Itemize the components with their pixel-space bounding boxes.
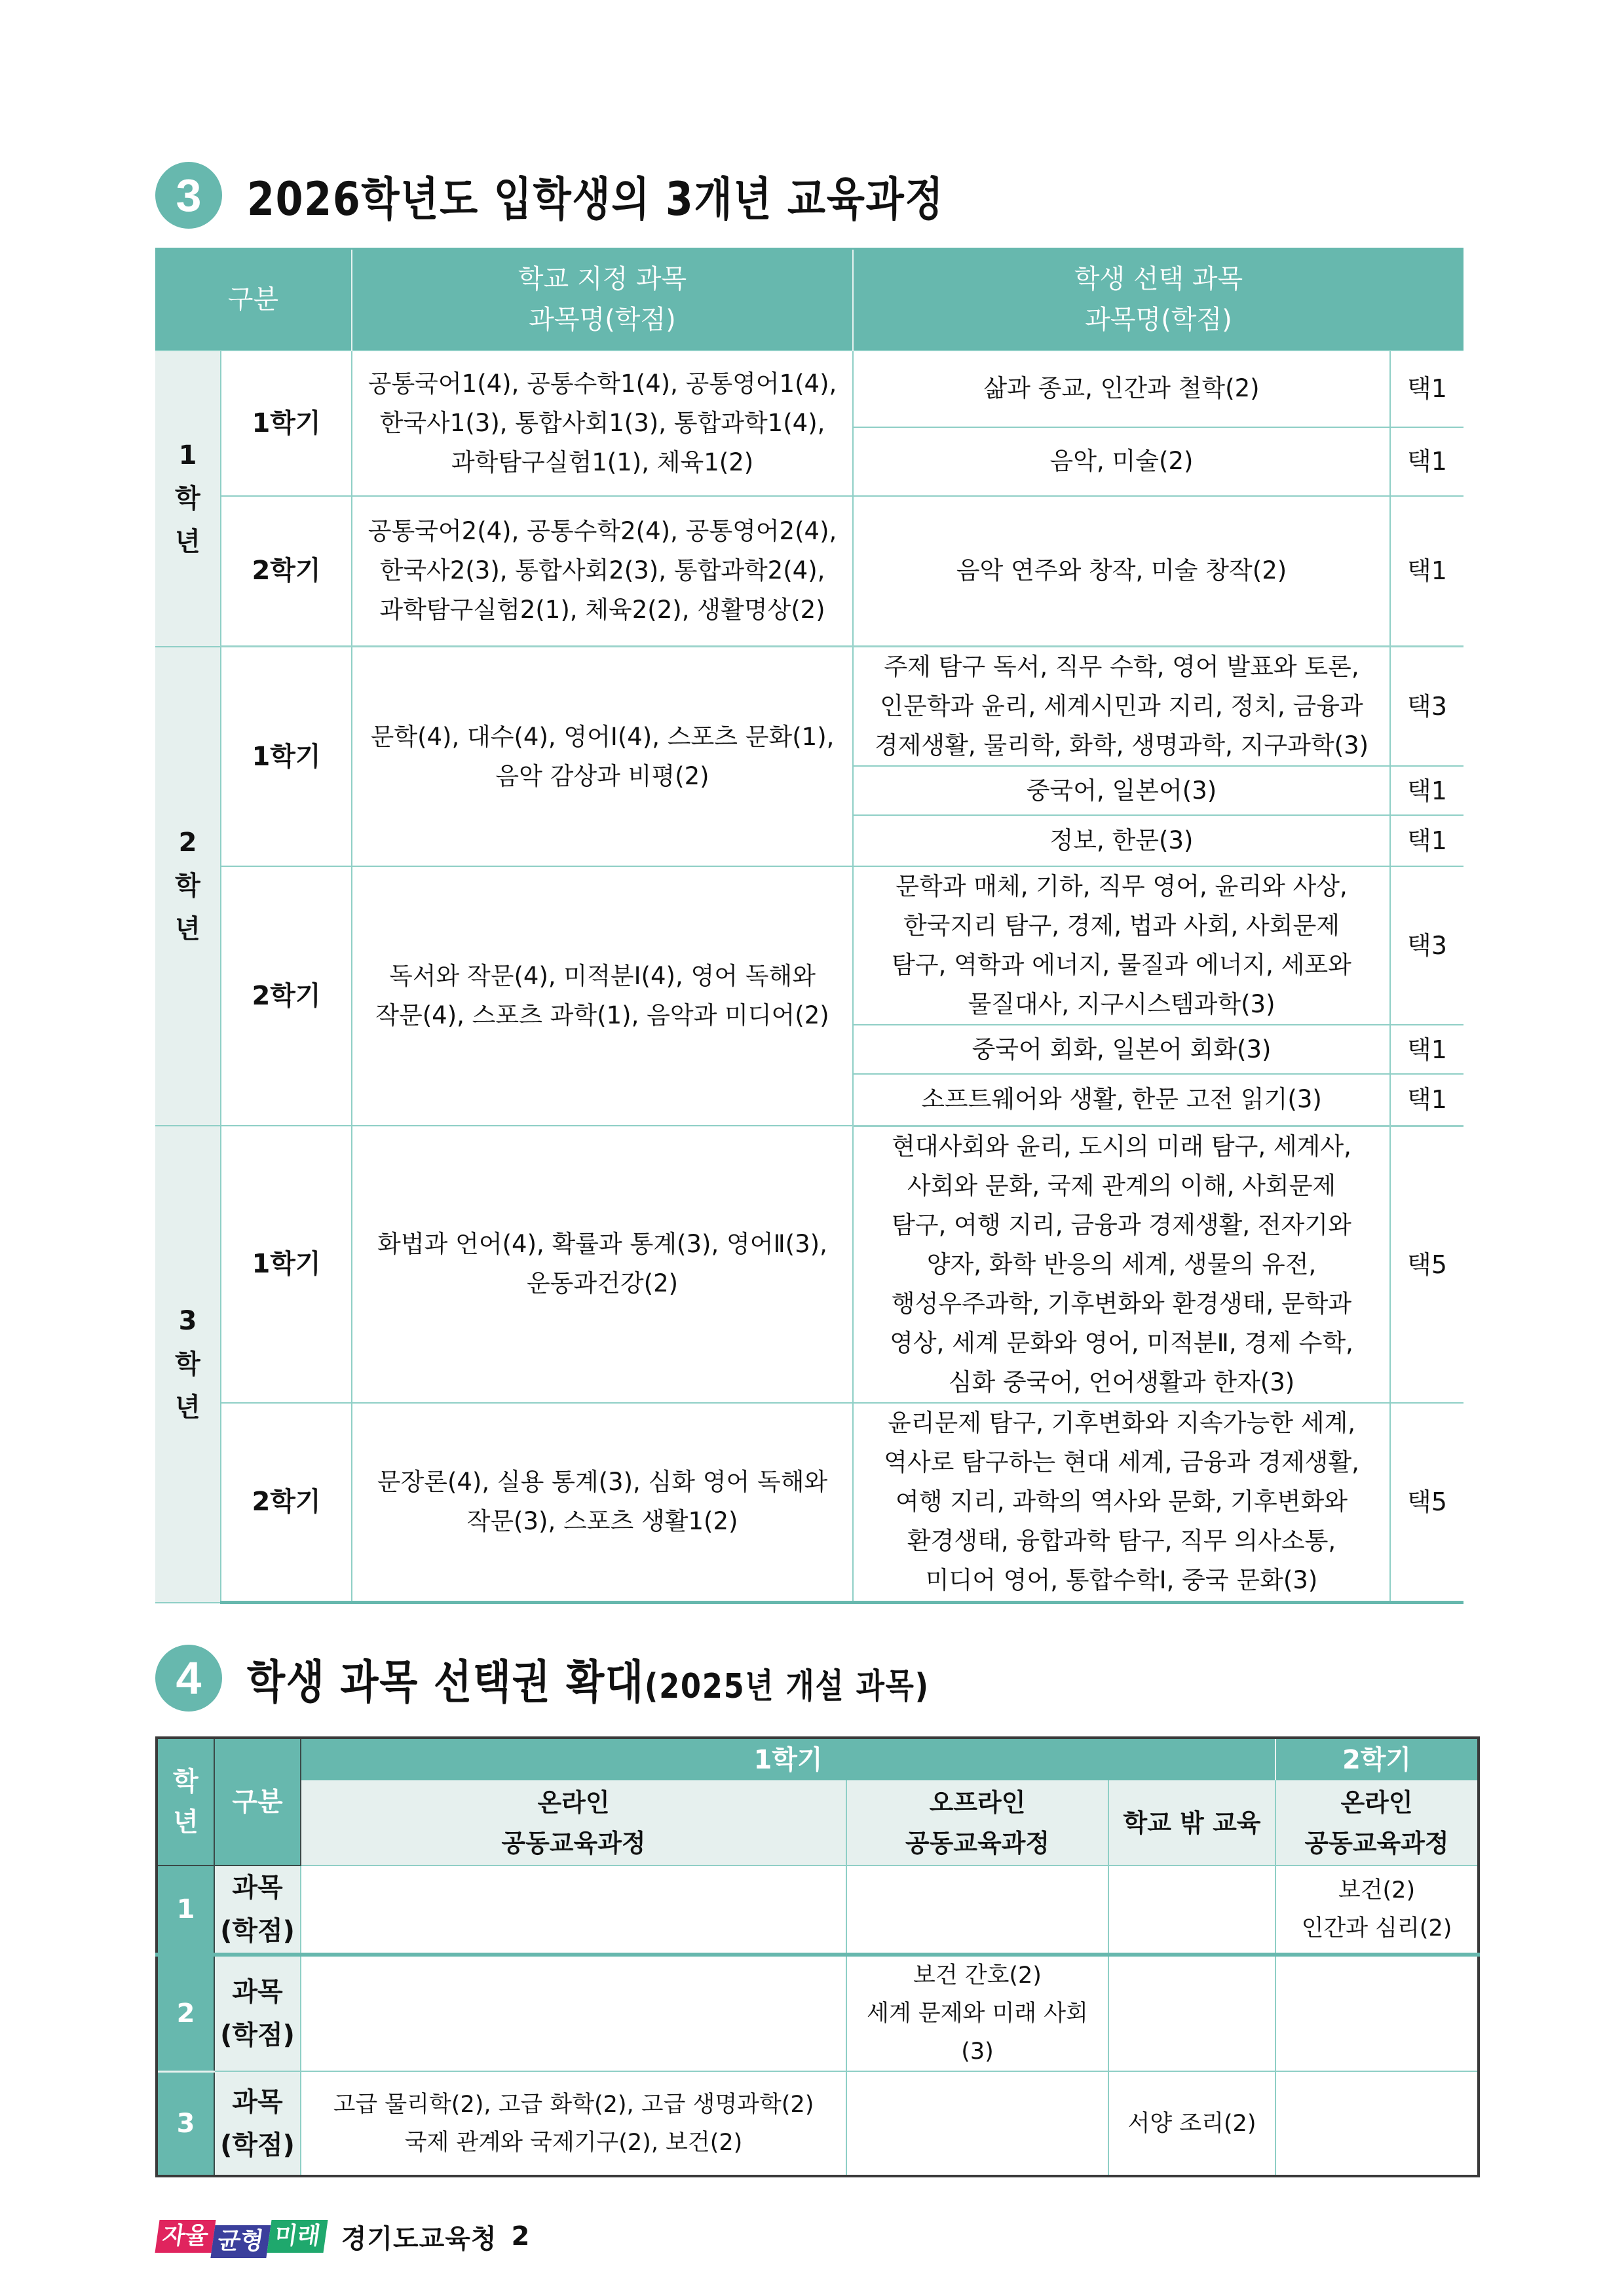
- header-category: 구분: [214, 1738, 301, 1866]
- header-online-joint: 온라인 공동교육과정: [301, 1780, 846, 1866]
- table-row: [155, 866, 1463, 1025]
- section-title: 2026학년도 입학생의 3개년 교육과정: [247, 172, 945, 226]
- logo-part-balance: 균형: [210, 2225, 271, 2258]
- semester-label: 1학기: [221, 1126, 352, 1403]
- section-4-heading: [155, 1645, 1040, 1712]
- pick-count: 택5: [1390, 1403, 1463, 1603]
- header-semester-1: 1학기: [301, 1738, 1275, 1780]
- page-number: 2: [511, 2221, 530, 2251]
- designated-subjects: 공통국어2(4), 공통수학2(4), 공통영어2(4), 한국사2(3), 통합사회2(3), 통합과학2(4), 과학탐구실험2(1), 체육2(2), 생활명상(2): [352, 496, 853, 647]
- pick-count: 택1: [1390, 815, 1463, 866]
- elective-subjects: 중국어, 일본어(3): [853, 766, 1390, 815]
- online-cell: [301, 1866, 846, 1955]
- designated-subjects: 화법과 언어(4), 확률과 통계(3), 영어Ⅱ(3), 운동과건강(2): [352, 1126, 853, 1403]
- curriculum-table: [155, 248, 1463, 1604]
- header-semester-2: 2학기: [1275, 1738, 1479, 1780]
- grade-number: 2: [157, 1955, 214, 2071]
- grade-label: 2 학 년: [155, 647, 221, 1126]
- outside-cell: [1108, 1866, 1275, 1955]
- elective-subjects: 중국어 회화, 일본어 회화(3): [853, 1025, 1390, 1074]
- logo-part-autonomy: 자율: [155, 2220, 216, 2253]
- header-category: 구분: [155, 249, 352, 351]
- header-grade: 학 년: [157, 1738, 214, 1866]
- table-row: [155, 496, 1463, 647]
- online-s2-cell: [1275, 2071, 1479, 2176]
- semester-label: 2학기: [221, 1403, 352, 1603]
- table-row: [155, 647, 1463, 767]
- pick-count: 택3: [1390, 866, 1463, 1025]
- online-cell: 고급 물리학(2), 고급 화학(2), 고급 생명과학(2) 국제 관계와 국제기구(2), 보건(2): [301, 2071, 846, 2176]
- section-title: 학생 과목 선택권 확대(2025년 개설 과목): [247, 1655, 930, 1709]
- section-3-heading: [155, 162, 1058, 229]
- table-row: [155, 1403, 1463, 1603]
- row-kind-label: 과목 (학점): [214, 2071, 301, 2176]
- semester-label: 2학기: [221, 866, 352, 1126]
- elective-subjects: 정보, 한문(3): [853, 815, 1390, 866]
- semester-label: 1학기: [221, 647, 352, 867]
- online-cell: [301, 1955, 846, 2071]
- elective-subjects: 현대사회와 윤리, 도시의 미래 탐구, 세계사, 사회와 문화, 국제 관계의 이해, 사회문제 탐구, 여행 지리, 금융과 경제생활, 전자기와 양자, 화학 반응의 세계, 생물의 유전, 행성우주과학, 기후변화와 환경생태, 문학과 영상, 세계 문화와 영어, 미적분Ⅱ, 경제 수학, 심화 중국어, 언어생활과 한자(3): [853, 1126, 1390, 1403]
- elective-subjects: 소프트웨어와 생활, 한문 고전 읽기(3): [853, 1074, 1390, 1126]
- elective-subjects: 음악, 미술(2): [853, 427, 1390, 496]
- table-header-row: [155, 249, 1463, 351]
- section-number-badge: 4: [155, 1645, 222, 1712]
- slogan-logo: [154, 2215, 328, 2258]
- outside-cell: 서양 조리(2): [1108, 2071, 1275, 2176]
- elective-subjects: 윤리문제 탐구, 기후변화와 지속가능한 세계, 역사로 탐구하는 현대 세계, 금융과 경제생활, 여행 지리, 과학의 역사와 문화, 기후변화와 환경생태, 융합과학 탐구, 직무 의사소통, 미디어 영어, 통합수학Ⅰ, 중국 문화(3): [853, 1403, 1390, 1603]
- pick-count: 택1: [1390, 766, 1463, 815]
- designated-subjects: 독서와 작문(4), 미적분Ⅰ(4), 영어 독해와 작문(4), 스포츠 과학(1), 음악과 미디어(2): [352, 866, 853, 1126]
- table-row: [157, 1955, 1479, 2071]
- designated-subjects: 공통국어1(4), 공통수학1(4), 공통영어1(4), 한국사1(3), 통합사회1(3), 통합과학1(4), 과학탐구실험1(1), 체육1(2): [352, 351, 853, 496]
- pick-count: 택1: [1390, 1025, 1463, 1074]
- header-outside-school: 학교 밖 교육: [1108, 1780, 1275, 1866]
- header-online-joint-s2: 온라인 공동교육과정: [1275, 1780, 1479, 1866]
- semester-label: 1학기: [221, 351, 352, 496]
- row-kind-label: 과목 (학점): [214, 1866, 301, 1955]
- logo-part-future: 미래: [267, 2220, 328, 2253]
- pick-count: 택1: [1390, 427, 1463, 496]
- grade-number: 3: [157, 2071, 214, 2176]
- table-row: [155, 1126, 1463, 1403]
- designated-subjects: 문장론(4), 실용 통계(3), 심화 영어 독해와 작문(3), 스포츠 생활1(2): [352, 1403, 853, 1603]
- header-student-elective: 학생 선택 과목 과목명(학점): [853, 249, 1463, 351]
- elective-subjects: 삶과 종교, 인간과 철학(2): [853, 351, 1390, 427]
- row-kind-label: 과목 (학점): [214, 1955, 301, 2071]
- elective-subjects: 음악 연주와 창작, 미술 창작(2): [853, 496, 1390, 647]
- pick-count: 택1: [1390, 1074, 1463, 1126]
- pick-count: 택3: [1390, 647, 1463, 767]
- organization-name: 경기도교육청: [341, 2223, 497, 2254]
- table-header-row: [157, 1738, 1479, 1780]
- grade-number: 1: [157, 1866, 214, 1955]
- grade-label: 1 학 년: [155, 351, 221, 647]
- section-number-badge: 3: [155, 162, 222, 229]
- grade-label: 3 학 년: [155, 1126, 221, 1603]
- pick-count: 택1: [1390, 496, 1463, 647]
- table-row: [157, 1866, 1479, 1955]
- online-s2-cell: 보건(2) 인간과 심리(2): [1275, 1866, 1479, 1955]
- table-subheader-row: [157, 1780, 1479, 1866]
- pick-count: 택1: [1390, 351, 1463, 427]
- pick-count: 택5: [1390, 1126, 1463, 1403]
- outside-cell: [1108, 1955, 1275, 2071]
- offline-cell: [846, 2071, 1108, 2176]
- page-footer: [157, 2215, 529, 2258]
- online-s2-cell: [1275, 1955, 1479, 2071]
- header-offline-joint: 오프라인 공동교육과정: [846, 1780, 1108, 1866]
- header-school-designated: 학교 지정 과목 과목명(학점): [352, 249, 853, 351]
- table-row: [157, 2071, 1479, 2176]
- elective-subjects: 문학과 매체, 기하, 직무 영어, 윤리와 사상, 한국지리 탐구, 경제, 법과 사회, 사회문제 탐구, 역학과 에너지, 물질과 에너지, 세포와 물질대사, 지구시스템과학(3): [853, 866, 1390, 1025]
- designated-subjects: 문학(4), 대수(4), 영어Ⅰ(4), 스포츠 문화(1), 음악 감상과 비평(2): [352, 647, 853, 867]
- offline-cell: [846, 1866, 1108, 1955]
- elective-subjects: 주제 탐구 독서, 직무 수학, 영어 발표와 토론, 인문학과 윤리, 세계시민과 지리, 정치, 금융과 경제생활, 물리학, 화학, 생명과학, 지구과학(3): [853, 647, 1390, 767]
- elective-expansion-table: [155, 1736, 1480, 2177]
- semester-label: 2학기: [221, 496, 352, 647]
- table-row: [155, 351, 1463, 427]
- offline-cell: 보건 간호(2) 세계 문제와 미래 사회(3): [846, 1955, 1108, 2071]
